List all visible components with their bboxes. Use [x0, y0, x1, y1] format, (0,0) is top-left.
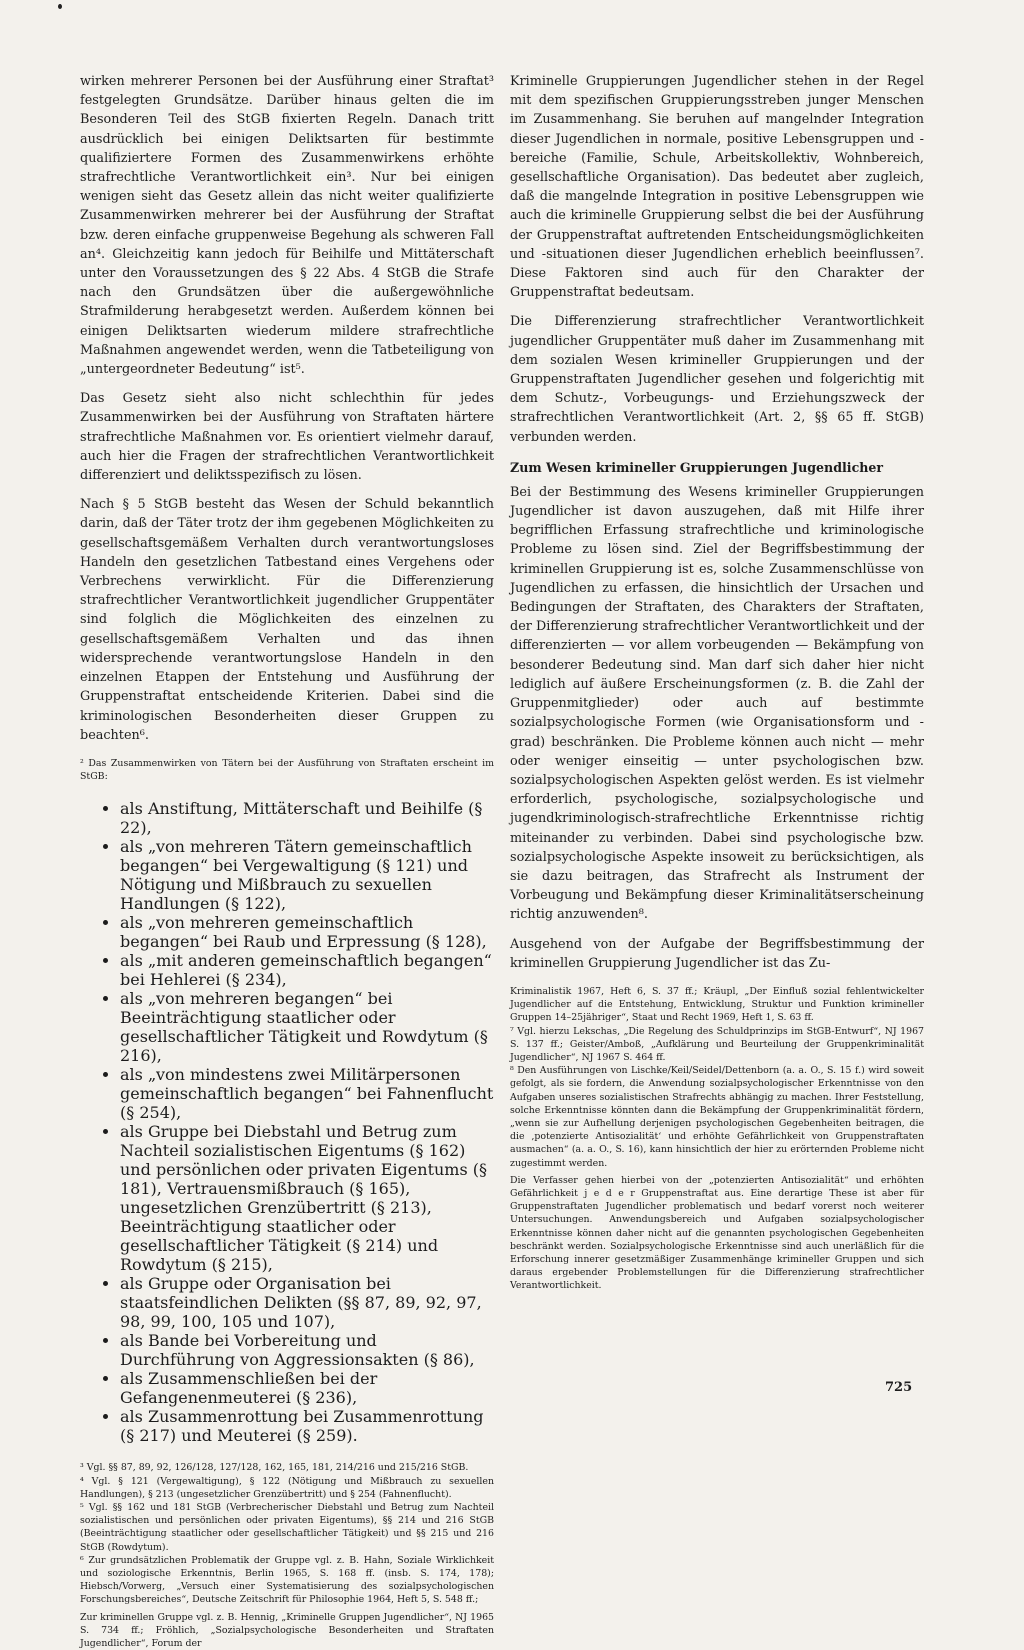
right-body-text	[510, 72, 924, 973]
footnote-4: ⁴ Vgl. § 121 (Vergewaltigung), § 122 (Nötigung und Mißbrauch zu sexuellen Handlungen), § 213 (ungesetzlicher Grenzübertritt) und § 254 (Fahnenflucht).	[80, 1475, 494, 1500]
paragraph: Bei der Bestimmung des Wesens krimineller Gruppierungen Jugendlicher ist davon auszugehen, daß mit Hilfe ihrer begrifflichen Erfassung strafrechtliche und kriminologische Probleme zu lösen sind. Ziel der Begriffsbestimmung der kriminellen Gruppierung ist es, solche Zusammenschlüsse von Jugendlichen zu erfassen, die hinsichtlich der Ursachen und Bedingungen der Straftaten, des Charakters der Straftaten, der Differenzierung strafrechtlicher Verantwortlichkeit und der differenzierten — vor allem vorbeugenden — Bekämpfung von besonderer Bedeutung sind. Man darf sich daher hier nicht lediglich auf äußere Erscheinungsformen (z. B. die Zahl der Gruppenmitglieder) oder auch auf bestimmte sozialpsychologische Formen (wie Organisationsform und -grad) beschränken. Die Probleme können auch nicht — mehr oder weniger einseitig — unter psychologischen bzw. sozialpsychologischen Aspekten gelöst werden. Es ist vielmehr erforderlich, psychologische, sozialpsychologische und jugendkriminologisch-strafrechtliche Erkenntnisse richtig miteinander zu verbinden. Dabei sind psychologische bzw. sozialpsychologische Aspekte insoweit zu berücksichtigen, als sie dazu beitragen, das Strafrecht als Instrument der Vorbeugung und Bekämpfung dieser Kriminalitätserscheinung richtig anzuwenden⁸.	[510, 484, 924, 923]
paragraph: Ausgehend von der Aufgabe der Begriffsbestimmung der kriminellen Gruppierung Jugendlicher ist das Zu-	[510, 936, 924, 971]
list-item: • als „von mehreren Tätern gemeinschaftlich begangen“ bei Vergewaltigung (§ 121) und Nötigung und Mißbrauch zu sexuellen Handlungen (§ 122),	[120, 837, 494, 913]
paragraph: Das Gesetz sieht also nicht schlechthin für jedes Zusammenwirken bei der Ausführung von Straftaten härtere strafrechtliche Maßnahmen vor. Es orientiert vielmehr darauf, auch hier die Fragen der strafrechtlichen Verantwortlichkeit differenziert und deliktsspezifisch zu lösen.	[80, 391, 494, 484]
list-item: • als „von mehreren begangen“ bei Beeinträchtigung staatlicher oder gesellschaftlicher Tätigkeit und Rowdytum (§ 216),	[120, 989, 494, 1065]
footnote-2-list	[80, 799, 494, 1445]
list-item: • als Gruppe oder Organisation bei staatsfeindlichen Delikten (§§ 87, 89, 92, 97, 98, 99, 100, 105 und 107),	[120, 1274, 494, 1331]
list-item: • als Gruppe bei Diebstahl und Betrug zum Nachteil sozialistischen Eigentums (§ 162) und persönlichen oder privaten Eigentums (§ 181), Vertrauensmißbrauch (§ 165), ungesetzlichen Grenzübertritt (§ 213), Beeinträchtigung staatlicher oder gesellschaftlicher Tätigkeit (§ 214) und Rowdytum (§ 215),	[120, 1122, 494, 1274]
footnote-6-continued: Zur kriminellen Gruppe vgl. z. B. Hennig, „Kriminelle Gruppen Jugendlicher“, NJ 1965 S. 734 ff.; Fröhlich, „Sozialpsychologische Besonderheiten und Straftaten Jugendlicher“, Forum der	[80, 1611, 494, 1649]
list-item: • als Zusammenrottung bei Zusammenrottung (§ 217) und Meuterei (§ 259).	[120, 1407, 494, 1445]
paragraph: Kriminelle Gruppierungen Jugendlicher stehen in der Regel mit dem spezifischen Gruppierungsstreben junger Menschen im Zusammenhang. Sie beruhen auf mangelnder Integration dieser Jugendlichen in normale, positive Lebensgruppen und -bereiche (Familie, Schule, Arbeitskollektiv, Wohnbereich, gesellschaftliche Organisation). Das bedeutet aber zugleich, daß die mangelnde Integration in positive Lebensgruppen wie auch die kriminelle Gruppierung selbst die bei der Ausführung der Gruppenstraftat auftretenden Entscheidungsmöglichkeiten und -situationen dieser Jugendlichen erheblich beeinflussen⁷. Diese Faktoren sind auch für den Charakter der Gruppenstraftat bedeutsam.	[510, 74, 924, 301]
footnote-2-intro: ² Das Zusammenwirken von Tätern bei der Ausführung von Straftaten erscheint im StGB:	[80, 757, 494, 783]
footnote-7: ⁷ Vgl. hierzu Lekschas, „Die Regelung des Schuldprinzips im StGB-Entwurf“, NJ 1967 S. 137 ff.; Geister/Amboß, „Aufklärung und Beurteilung der Gruppenkriminalität Jugendlicher“, NJ 1967 S. 464 ff.	[510, 1025, 924, 1063]
right-column	[510, 72, 924, 1293]
list-item: • als Anstiftung, Mittäterschaft und Beihilfe (§ 22),	[120, 799, 494, 837]
section-heading: Zum Wesen krimineller Gruppierungen Jugendlicher	[510, 459, 884, 475]
footnote-8: ⁸ Den Ausführungen von Lischke/Keil/Seidel/Dettenborn (a. a. O., S. 15 f.) wird soweit gefolgt, als sie fordern, die Anwendung sozialpsychologischer Erkenntnisse von den Aufgaben unseres sozialistischen Strafrechts abhängig zu machen. Ihrer Feststellung, solche Erkenntnisse könnten dann die Bekämpfung der Gruppenkriminalität fördern, „wenn sie zur Aufhellung derjenigen psychologischen Gegebenheiten beitragen, die die ‚potenzierte Antisozialität‘ und erhöhte Gefährlichkeit von Gruppenstraftaten ausmachen“ (a. a. O., S. 16), kann hinsichtlich der hier zu erörternden Probleme nicht zugestimmt werden.	[510, 1065, 924, 1169]
left-column	[80, 72, 494, 1650]
list-item: • als „von mehreren gemeinschaftlich begangen“ bei Raub und Erpressung (§ 128),	[120, 913, 494, 951]
list-item: • als „von mindestens zwei Militärpersonen gemeinschaftlich begangen“ bei Fahnenflucht (§ 254),	[120, 1065, 494, 1122]
list-item: • als Zusammenschließen bei der Gefangenenmeuterei (§ 236),	[120, 1369, 494, 1407]
list-item: • als Bande bei Vorbereitung und Durchführung von Aggressionsakten (§ 86),	[120, 1331, 494, 1369]
list-item: • als „mit anderen gemeinschaftlich begangen“ bei Hehlerei (§ 234),	[120, 951, 494, 989]
paragraph: Nach § 5 StGB besteht das Wesen der Schuld bekanntlich darin, daß der Täter trotz der ihm gegebenen Möglichkeiten zu gesellschaftsgemäßem Verhalten durch verantwortungsloses Handeln den gesetzlichen Tatbestand eines Vergehens oder Verbrechens verwirklicht. Für die Differenzierung strafrechtlicher Verantwortlichkeit jugendlicher Gruppentäter sind folglich die Möglichkeiten des einzelnen zu gesellschaftsgemäßem Verhalten und das ihnen widersprechende verantwortungslose Handeln in den einzelnen Etappen der Entstehung und Ausführung der Gruppenstraftat entscheidende Kriterien. Dabei sind die kriminologischen Besonderheiten dieser Gruppen zu beachten⁶.	[80, 497, 494, 743]
paragraph: Die Differenzierung strafrechtlicher Verantwortlichkeit jugendlicher Gruppentäter muß daher im Zusammenhang mit dem sozialen Wesen krimineller Gruppierungen und der Gruppenstraftaten Jugendlicher gesehen und folgerichtig mit dem Schutz-, Vorbeugungs- und Erziehungszweck der strafrechtlichen Verantwortlichkeit (Art. 2, §§ 65 ff. StGB) verbunden werden.	[510, 314, 924, 445]
footnote-6: ⁶ Zur grundsätzlichen Problematik der Gruppe vgl. z. B. Hahn, Soziale Wirklichkeit und soziologische Erkenntnis, Berlin 1965, S. 168 ff. (insb. S. 174, 178); Hiebsch/Vorwerg, „Versuch einer Systematisierung des sozialpsychologischen Forschungsbereiches“, Deutsche Zeitschrift für Philosophie 1964, Heft 5, S. 548 ff.;	[80, 1554, 494, 1606]
footnote-8-continued: Die Verfasser gehen hierbei von der „potenzierten Antisozialität“ und erhöhten Gefährlichkeit j e d e r Gruppenstraftat aus. Eine derartige These ist aber für Gruppenstraftaten Jugendlicher problematisch und bedarf vorerst noch weiterer Untersuchungen. Anwendungsbereich und Aufgaben sozialpsychologischer Erkenntnisse können daher nicht auf die genannten psychologischen Gegebenheiten beschränkt werden. Sozialpsychologische Erkenntnisse sind auch unerläßlich für die Erforschung innerer gesetzmäßiger Zusammenhänge krimineller Gruppen und sich daraus ergebender Problemstellungen für die Differenzierung strafrechtlicher Verantwortlichkeit.	[510, 1174, 924, 1292]
page-number: 725	[885, 1380, 913, 1395]
left-body-text	[80, 72, 494, 745]
left-footnotes	[80, 757, 494, 1650]
right-footnotes	[510, 985, 924, 1293]
print-speck	[58, 4, 62, 9]
footnote-5: ⁵ Vgl. §§ 162 und 181 StGB (Verbrecherischer Diebstahl und Betrug zum Nachteil sozialistischen und persönlichen oder privaten Eigentums), §§ 214 und 216 StGB (Beeinträchtigung staatlicher oder gesellschaftlicher Tätigkeit) und §§ 215 und 216 StGB (Rowdytum).	[80, 1501, 494, 1553]
footnote-3: ³ Vgl. §§ 87, 89, 92, 126/128, 127/128, 162, 165, 181, 214/216 und 215/216 StGB.	[80, 1462, 469, 1474]
paragraph: wirken mehrerer Personen bei der Ausführung einer Straftat³ festgelegten Grundsätze. Darüber hinaus gelten die im Besonderen Teil des StGB fixierten Regeln. Danach tritt ausdrücklich bei einigen Deliktsarten für bestimmte qualifiziertere Formen des Zusammenwirkens erhöhte strafrechtliche Verantwortlichkeit ein³. Nur bei einigen wenigen sieht das Gesetz allein das nicht weiter qualifizierte Zusammenwirken mehrerer bei der Ausführung der Straftat bzw. deren einfache gruppenweise Begehung als schweren Fall an⁴. Gleichzeitig kann jedoch für Beihilfe und Mittäterschaft unter den Voraussetzungen des § 22 Abs. 4 StGB die Strafe nach den Grundsätzen über die außergewöhnliche Strafmilderung herabgesetzt werden. Außerdem können bei einigen Deliktsarten wiederum mildere strafrechtliche Maßnahmen angewendet werden, wenn die Tatbeteiligung von „untergeordneter Bedeutung“ ist⁵.	[80, 74, 494, 378]
footnote-6-end: Kriminalistik 1967, Heft 6, S. 37 ff.; Kräupl, „Der Einfluß sozial fehlentwickelter Jugendlicher auf die Entstehung, Entwicklung, Struktur und Funktion krimineller Gruppen 14–25jähriger“, Staat und Recht 1969, Heft 1, S. 63 ff.	[510, 985, 924, 1024]
